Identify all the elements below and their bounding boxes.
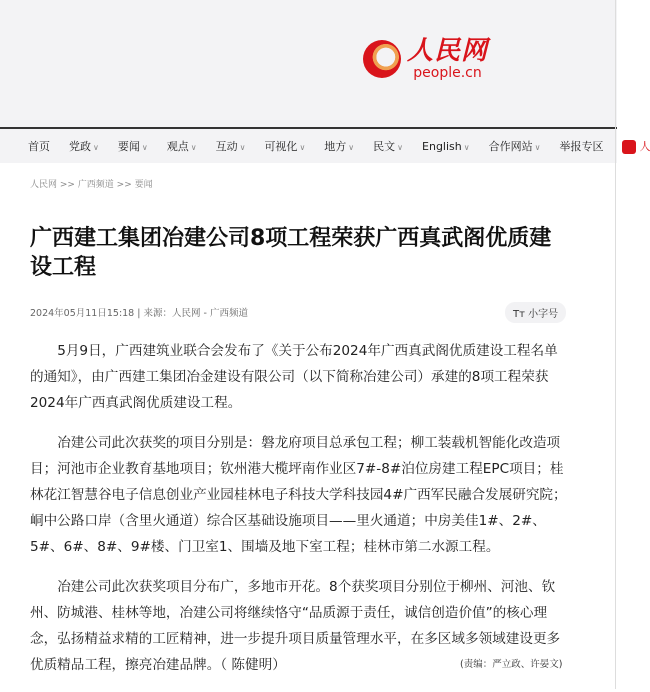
- nav-item[interactable]: [167, 138, 197, 154]
- chevron-down-icon: ∨: [141, 143, 148, 152]
- chevron-down-icon: ∨: [239, 143, 246, 152]
- site-header: [0, 0, 617, 129]
- people-cn-logo[interactable]: [363, 38, 488, 80]
- nav-item-label: 互动: [215, 140, 238, 153]
- app-link-label: 人: [639, 140, 650, 153]
- nav-item[interactable]: [69, 138, 99, 154]
- chevron-down-icon: ∨: [463, 142, 470, 152]
- paragraph: 5月9日，广西建筑业联合会发布了《关于公布2024年广西真武阁优质建设工程名单的通知》，由广西建工集团冶金建设有限公司（以下简称冶建公司）承建的8项工程荣获2024年广西真武阁优质建设工程。: [30, 343, 558, 411]
- nav-item[interactable]: [28, 138, 50, 154]
- main-nav: [0, 129, 650, 163]
- article-meta: 2024年05月11日15:18 | 来源：人民网 - 广西频道: [30, 308, 248, 319]
- nav-item[interactable]: [559, 138, 603, 154]
- nav-item[interactable]: [489, 138, 541, 154]
- nav-item-label: 观点: [166, 140, 189, 153]
- nav-item-label: 合作网站: [488, 140, 533, 153]
- nav-item-label: 地方: [324, 140, 347, 153]
- paragraph: 冶建公司此次获奖的项目分别是：磐龙府项目总承包工程；柳工装载机智能化改造项目；河池市企业教育基地项目；钦州港大榄坪南作业区7#-8#泊位房建工程EPC项目；桂林花江智慧谷电子信息创业产业园桂林电子科技大学科技园4#广西军民融合发展研究院；峒中公路口岸（含里火通道）综合区基础设施项目——里火通道；中房美佳1#、2#、5#、6#、8#、9#楼、门卫室1、围墙及地下室工程；桂林市第二水源工程。: [30, 435, 567, 555]
- nav-item[interactable]: [324, 138, 354, 154]
- nav-item-label: English: [422, 139, 462, 153]
- nav-item-label: 党政: [69, 140, 91, 153]
- chevron-down-icon: ∨: [93, 143, 99, 152]
- chevron-down-icon: ∨: [190, 143, 197, 152]
- logo-en: people.cn: [413, 65, 482, 81]
- nav-item-label: 举报专区: [559, 140, 604, 153]
- paragraph: 冶建公司此次获奖项目分布广，多地市开花。8个获奖项目分别位于柳州、河池、钦州、防城港、桂林等地，冶建公司将继续恪守“品质源于责任，诚信创造价值”的核心理念，弘扬精益求精的工匠精神，进一步提升项目质量管理水平，在多区域多领域建设更多优质精品工程，擦亮冶建品牌。（ 陈健明）: [30, 579, 561, 673]
- breadcrumb[interactable]: 人民网 >> 广西频道 >> 要闻: [30, 180, 153, 190]
- scrollbar-edge: [615, 0, 616, 689]
- people-app-link[interactable]: [622, 138, 650, 154]
- nav-item[interactable]: [118, 138, 148, 154]
- nav-item-label: 首页: [28, 140, 50, 153]
- app-logo-icon: [622, 140, 636, 154]
- chevron-down-icon: ∨: [299, 143, 306, 152]
- font-size-button[interactable]: Tт 小字号: [505, 302, 566, 323]
- nav-item[interactable]: [373, 138, 403, 154]
- nav-item[interactable]: [216, 138, 246, 154]
- nav-item-label: 可视化: [264, 140, 298, 153]
- logo-icon: [363, 40, 401, 78]
- nav-item[interactable]: [422, 140, 470, 153]
- nav-item-label: 民文: [373, 140, 396, 153]
- nav-item[interactable]: [264, 138, 305, 154]
- nav-item-label: 要闻: [117, 140, 140, 153]
- logo-cn: 人民网: [407, 36, 489, 66]
- article-body: [30, 338, 570, 692]
- chevron-down-icon: ∨: [534, 143, 541, 152]
- editor-credit: (责编：严立政、许晏文): [460, 659, 563, 670]
- chevron-down-icon: ∨: [397, 143, 404, 152]
- chevron-down-icon: ∨: [348, 143, 355, 152]
- page-title: 广西建工集团冶建公司8项工程荣获广西真武阁优质建设工程: [30, 226, 552, 280]
